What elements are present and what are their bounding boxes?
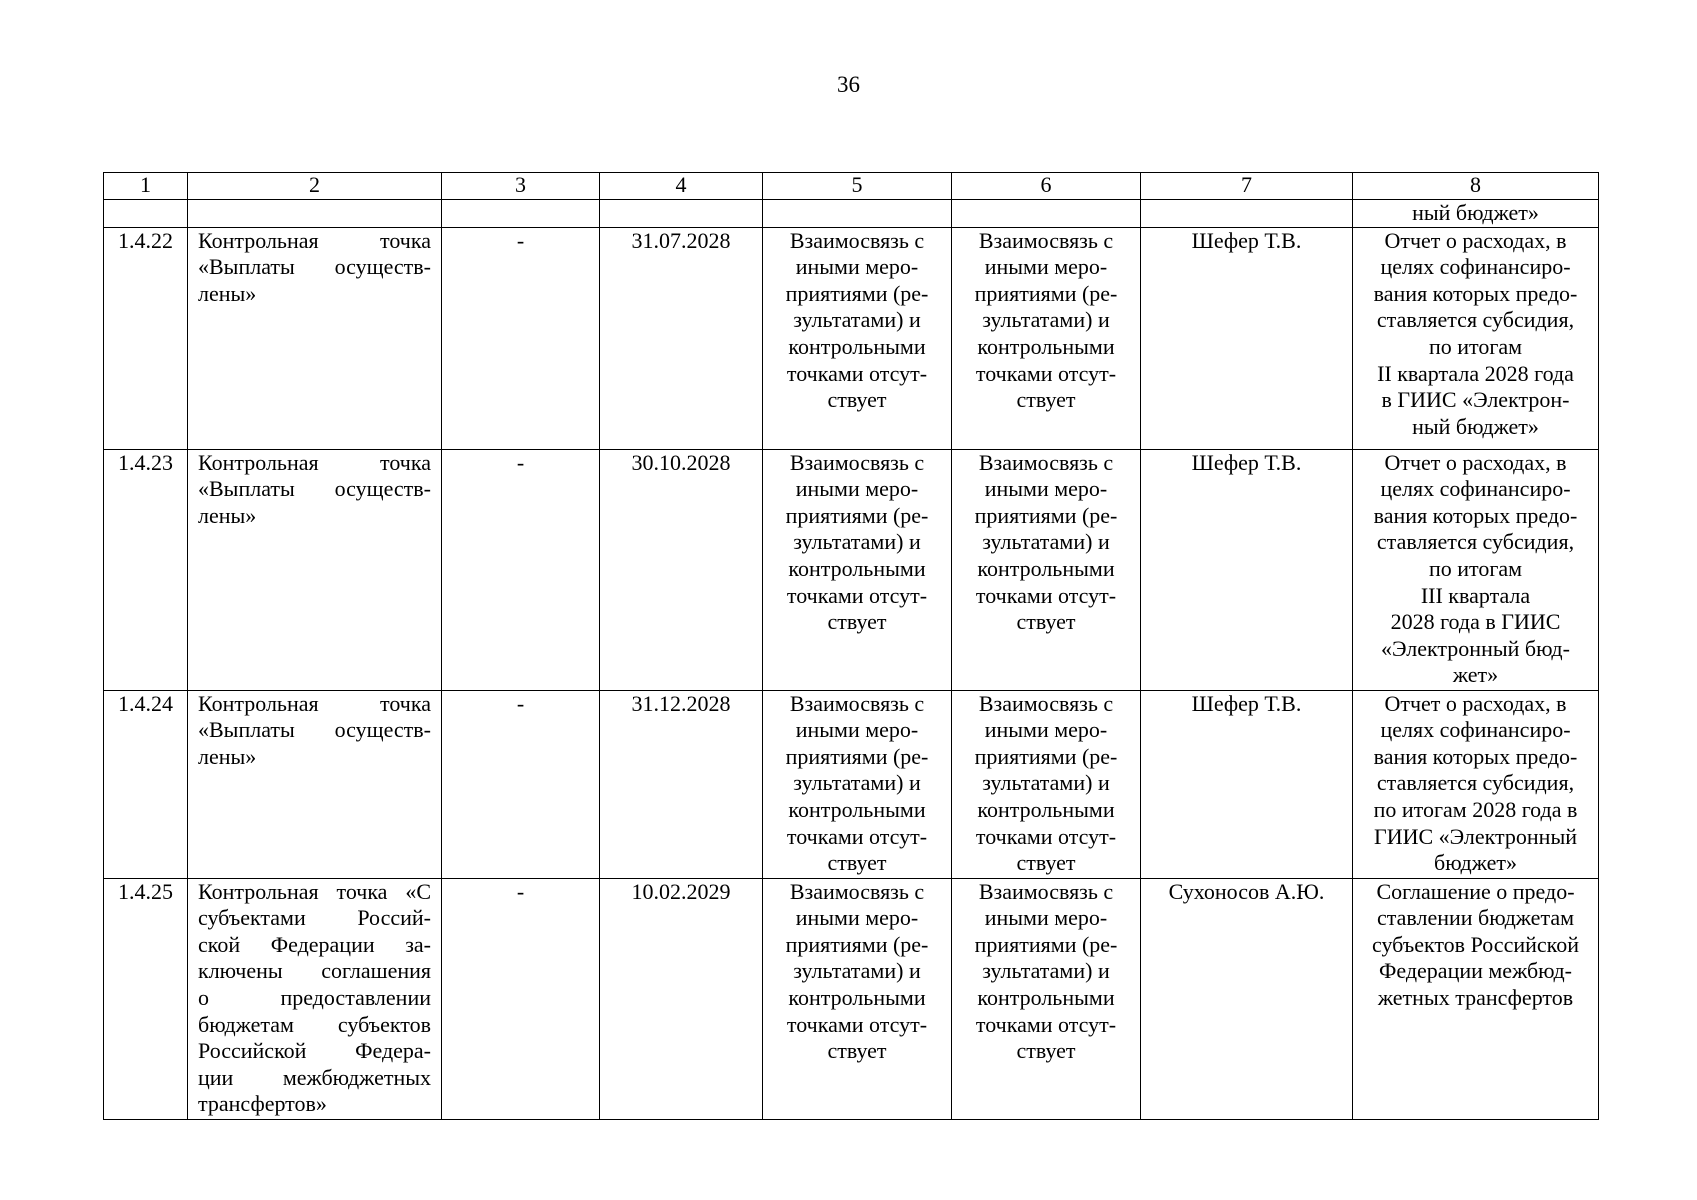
control-point-name [188, 690, 442, 878]
responsible-person: Шефер Т.В. [1141, 449, 1353, 690]
row-number: 1.4.22 [104, 227, 188, 449]
control-point-name-line: трансфертов» [198, 1091, 327, 1117]
deadline-date: 30.10.2028 [600, 449, 763, 690]
column-number: 5 [763, 173, 952, 200]
responsible-person: Шефер Т.В. [1141, 227, 1353, 449]
confirming-document-line: ГИИС «Электронный [1373, 823, 1578, 849]
confirming-document-line: Отчет о расходах, в [1384, 449, 1567, 475]
relation-successors-line: Взаимосвязь с [978, 878, 1114, 904]
relation-predecessors-line: контрольными [788, 984, 926, 1010]
continuation-row [104, 200, 1599, 228]
control-point-name [188, 227, 442, 449]
relation-successors-line: ствует [1016, 387, 1076, 413]
relation-successors-line: ствует [1016, 1038, 1076, 1064]
relation-predecessors [763, 227, 952, 449]
control-point-name-line: «Выплаты осуществ- [198, 476, 431, 502]
relation-predecessors-line: Взаимосвязь с [789, 449, 925, 475]
relation-predecessors-line: ствует [827, 387, 887, 413]
relation-successors-line: зультатами) и [982, 770, 1110, 796]
empty-cell [763, 200, 952, 228]
relation-successors-line: точками отсут- [975, 823, 1117, 849]
deadline-date: 31.12.2028 [600, 690, 763, 878]
control-point-name-line: о предоставлении [198, 984, 431, 1010]
confirming-document-line: субъектов Российской [1371, 931, 1579, 957]
relation-predecessors-line: Взаимосвязь с [789, 878, 925, 904]
confirming-document-line: целях софинансиро- [1380, 476, 1571, 502]
relation-predecessors-line: контрольными [788, 333, 926, 359]
confirming-document-line: в ГИИС «Электрон- [1381, 387, 1570, 413]
relation-successors-line: Взаимосвязь с [978, 449, 1114, 475]
page-number: 36 [837, 72, 860, 97]
confirming-document-line: вания которых предо- [1373, 743, 1578, 769]
relation-predecessors-line: иными меро- [795, 717, 919, 743]
confirming-document-line: вания которых предо- [1373, 502, 1578, 528]
responsible-person: Шефер Т.В. [1141, 690, 1353, 878]
relation-successors-line: приятиями (ре- [974, 743, 1118, 769]
column-number: 8 [1353, 173, 1599, 200]
row-number: 1.4.23 [104, 449, 188, 690]
relation-successors-line: зультатами) и [982, 958, 1110, 984]
confirming-document-line: жетных трансфертов [1377, 984, 1574, 1010]
column-number: 3 [442, 173, 600, 200]
confirming-document-line: ный бюджет» [1412, 413, 1539, 439]
relation-predecessors-line: приятиями (ре- [785, 280, 929, 306]
control-point-name-line: лены» [198, 280, 257, 306]
relation-predecessors-line: иными меро- [795, 476, 919, 502]
relation-successors-line: Взаимосвязь с [978, 690, 1114, 716]
relation-successors [952, 227, 1141, 449]
confirming-document-line: ставляется субсидия, [1376, 529, 1575, 555]
relation-predecessors-line: приятиями (ре- [785, 931, 929, 957]
table-row [104, 690, 1599, 878]
table-row [104, 878, 1599, 1119]
control-point-name-line: Российской Федера- [198, 1038, 431, 1064]
relation-successors [952, 449, 1141, 690]
relation-predecessors [763, 690, 952, 878]
confirming-document-line: вания которых предо- [1373, 280, 1578, 306]
control-point-name-line: Контрольная точка [198, 690, 431, 716]
relation-predecessors-line: Взаимосвязь с [789, 690, 925, 716]
relation-successors-line: контрольными [977, 333, 1115, 359]
control-point-name [188, 878, 442, 1119]
relation-predecessors-line: иными меро- [795, 905, 919, 931]
relation-successors-line: зультатами) и [982, 307, 1110, 333]
table-row [104, 449, 1599, 690]
column-number: 4 [600, 173, 763, 200]
relation-predecessors-line: точками отсут- [786, 1011, 928, 1037]
relation-predecessors-line: точками отсут- [786, 582, 928, 608]
empty-cell [600, 200, 763, 228]
confirming-document-line: 2028 года в ГИИС [1390, 609, 1561, 635]
relation-predecessors-line: точками отсут- [786, 823, 928, 849]
relation-successors [952, 878, 1141, 1119]
relation-predecessors [763, 449, 952, 690]
control-point-name-line: Контрольная точка [198, 449, 431, 475]
relation-successors [952, 690, 1141, 878]
confirming-document [1353, 690, 1599, 878]
relation-predecessors-line: приятиями (ре- [785, 502, 929, 528]
relation-successors-line: ствует [1016, 850, 1076, 876]
column-number: 1 [104, 173, 188, 200]
control-point-name-line: Контрольная точка «С [198, 878, 431, 904]
relation-successors-line: иными меро- [984, 254, 1108, 280]
confirming-document-line: по итогам [1428, 333, 1523, 359]
column-3-value: - [442, 449, 600, 690]
continuation-text: ный бюджет» [1353, 200, 1599, 228]
confirming-document-line: ставляется субсидия, [1376, 307, 1575, 333]
confirming-document-line: Федерации межбюд- [1378, 958, 1573, 984]
control-point-name-line: ключены соглашения [198, 958, 431, 984]
relation-predecessors-line: Взаимосвязь с [789, 227, 925, 253]
confirming-document-line: по итогам 2028 года в [1373, 796, 1578, 822]
column-number-row [104, 173, 1599, 200]
deadline-date: 10.02.2029 [600, 878, 763, 1119]
relation-successors-line: зультатами) и [982, 529, 1110, 555]
control-point-name-line: ской Федерации за- [198, 931, 431, 957]
control-point-name-line: лены» [198, 743, 257, 769]
column-number: 2 [188, 173, 442, 200]
relation-predecessors-line: контрольными [788, 796, 926, 822]
relation-successors-line: контрольными [977, 796, 1115, 822]
table-row [104, 227, 1599, 449]
relation-successors-line: точками отсут- [975, 1011, 1117, 1037]
empty-cell [442, 200, 600, 228]
control-point-name [188, 449, 442, 690]
relation-successors-line: иными меро- [984, 476, 1108, 502]
row-number: 1.4.25 [104, 878, 188, 1119]
relation-successors-line: иными меро- [984, 905, 1108, 931]
relation-predecessors-line: зультатами) и [793, 958, 921, 984]
confirming-document-line: жет» [1452, 662, 1499, 688]
confirming-document-line: Соглашение о предо- [1376, 878, 1575, 904]
relation-successors-line: приятиями (ре- [974, 502, 1118, 528]
control-point-name-line: ции межбюджетных [198, 1064, 431, 1090]
column-3-value: - [442, 690, 600, 878]
control-point-name-line: «Выплаты осуществ- [198, 254, 431, 280]
relation-successors-line: контрольными [977, 984, 1115, 1010]
empty-cell [104, 200, 188, 228]
control-point-name-line: Контрольная точка [198, 227, 431, 253]
control-points-table [103, 172, 1599, 1120]
control-point-name-line: бюджетам субъектов [198, 1011, 431, 1037]
control-point-name-line: «Выплаты осуществ- [198, 717, 431, 743]
confirming-document [1353, 227, 1599, 449]
column-3-value: - [442, 878, 600, 1119]
relation-predecessors-line: иными меро- [795, 254, 919, 280]
empty-cell [952, 200, 1141, 228]
confirming-document [1353, 878, 1599, 1119]
relation-predecessors-line: приятиями (ре- [785, 743, 929, 769]
relation-successors-line: точками отсут- [975, 582, 1117, 608]
responsible-person: Сухоносов А.Ю. [1141, 878, 1353, 1119]
confirming-document-line: целях софинансиро- [1380, 254, 1571, 280]
relation-successors-line: приятиями (ре- [974, 280, 1118, 306]
relation-successors-line: иными меро- [984, 717, 1108, 743]
confirming-document-line: ставлении бюджетам [1376, 905, 1575, 931]
column-3-value: - [442, 227, 600, 449]
control-point-name-line: субъектами Россий- [198, 905, 431, 931]
confirming-document-line: III квартала [1420, 582, 1531, 608]
relation-predecessors-line: зультатами) и [793, 307, 921, 333]
relation-successors-line: точками отсут- [975, 360, 1117, 386]
relation-predecessors-line: ствует [827, 609, 887, 635]
deadline-date: 31.07.2028 [600, 227, 763, 449]
relation-predecessors-line: зультатами) и [793, 770, 921, 796]
relation-predecessors-line: зультатами) и [793, 529, 921, 555]
confirming-document-line: «Электронный бюд- [1381, 635, 1570, 661]
relation-successors-line: Взаимосвязь с [978, 227, 1114, 253]
confirming-document-line: целях софинансиро- [1380, 717, 1571, 743]
relation-predecessors-line: контрольными [788, 555, 926, 581]
column-number: 6 [952, 173, 1141, 200]
row-number: 1.4.24 [104, 690, 188, 878]
relation-predecessors-line: ствует [827, 1038, 887, 1064]
relation-successors-line: приятиями (ре- [974, 931, 1118, 957]
column-number: 7 [1141, 173, 1353, 200]
confirming-document-line: по итогам [1428, 555, 1523, 581]
relation-successors-line: контрольными [977, 555, 1115, 581]
relation-predecessors-line: точками отсут- [786, 360, 928, 386]
confirming-document-line: Отчет о расходах, в [1384, 227, 1567, 253]
confirming-document-line: ставляется субсидия, [1376, 770, 1575, 796]
confirming-document [1353, 449, 1599, 690]
relation-predecessors-line: ствует [827, 850, 887, 876]
empty-cell [188, 200, 442, 228]
confirming-document-line: бюджет» [1434, 850, 1517, 876]
confirming-document-line: II квартала 2028 года [1377, 360, 1574, 386]
relation-successors-line: ствует [1016, 609, 1076, 635]
confirming-document-line: Отчет о расходах, в [1384, 690, 1567, 716]
control-point-name-line: лены» [198, 502, 257, 528]
empty-cell [1141, 200, 1353, 228]
relation-predecessors [763, 878, 952, 1119]
